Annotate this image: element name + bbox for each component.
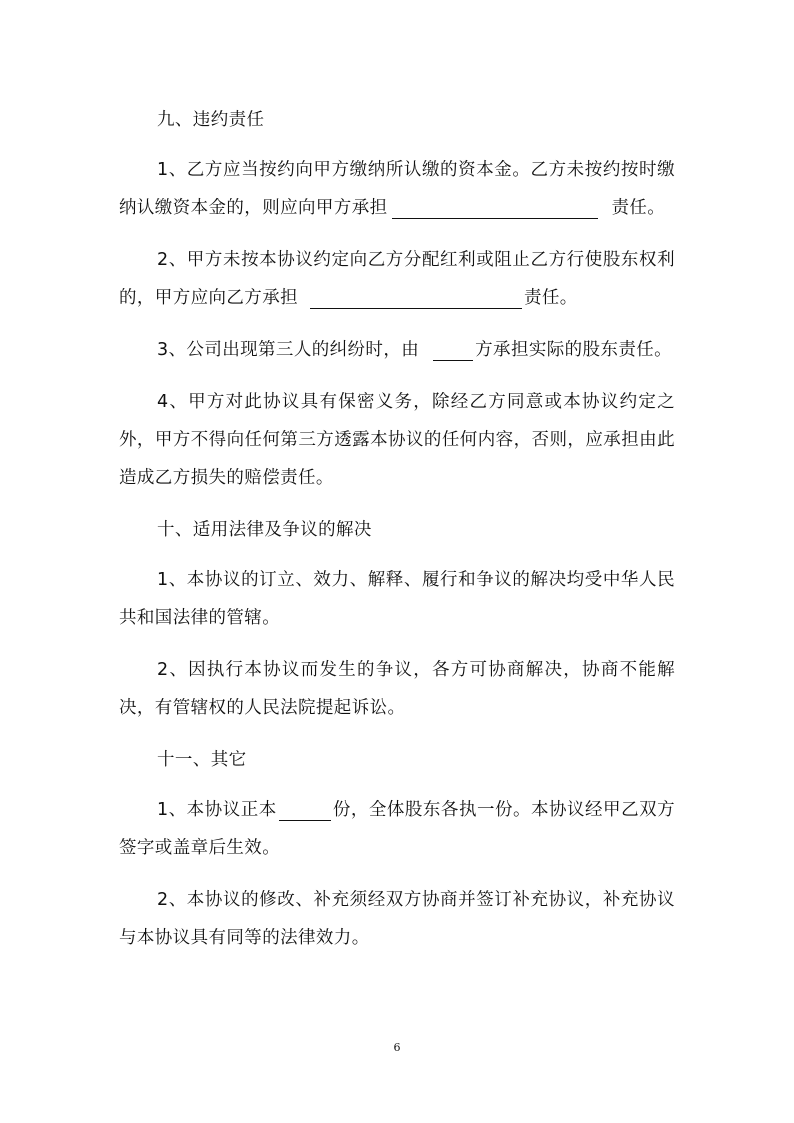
paragraph-breach-4: 4、甲方对此协议具有保密义务，除经乙方同意或本协议约定之外，甲方不得向任何第三方透露本协议的任何内容，否则，应承担由此造成乙方损失的赔偿责任。 <box>119 392 675 488</box>
paragraph-law-2: 2、因执行本协议而发生的争议，各方可协商解决，协商不能解决，有管辖权的人民法院提起诉讼。 <box>119 660 675 718</box>
fill-in-blank <box>279 800 331 821</box>
section-heading-other: 十一、其它 <box>157 750 247 770</box>
paragraph-breach-1 <box>119 151 675 227</box>
paragraph-other-2: 2、本协议的修改、补充须经双方协商并签订补充协议，补充协议与本协议具有同等的法律效力。 <box>119 890 675 948</box>
section-heading-breach-liability: 九、违约责任 <box>157 110 265 130</box>
paragraph-text: 方承担实际的股东责任。 <box>475 340 673 360</box>
paragraph-law-1: 1、本协议的订立、效力、解释、履行和争议的解决均受中华人民共和国法律的管辖。 <box>119 570 675 628</box>
paragraph-breach-2 <box>119 241 675 317</box>
paragraph-breach-3 <box>119 331 675 369</box>
document-body <box>119 101 675 971</box>
paragraph-text: 3、公司出现第三人的纠纷时，由 <box>157 340 420 360</box>
paragraph-text: 责任。 <box>611 198 666 218</box>
paragraph-text: 份，全体股东各执一份。本协议经甲乙双方签字或盖章后生效。 <box>119 800 675 858</box>
fill-in-blank <box>433 340 473 361</box>
paragraph-text: 1、乙方应当按约向甲方缴纳所认缴的资本金。乙方未按约按时缴纳认缴资本金的，则应向甲方承担 <box>119 160 675 218</box>
paragraph-text: 责任。 <box>524 288 578 308</box>
fill-in-blank <box>392 198 598 219</box>
paragraph-text: 1、本协议正本 <box>157 800 277 820</box>
page-number: 6 <box>393 1041 401 1054</box>
fill-in-blank <box>310 288 522 309</box>
section-heading-governing-law: 十、适用法律及争议的解决 <box>157 520 372 540</box>
paragraph-text: 2、甲方未按本协议约定向乙方分配红利或阻止乙方行使股东权利的，甲方应向乙方承担 <box>119 250 675 308</box>
paragraph-other-1 <box>119 791 675 867</box>
